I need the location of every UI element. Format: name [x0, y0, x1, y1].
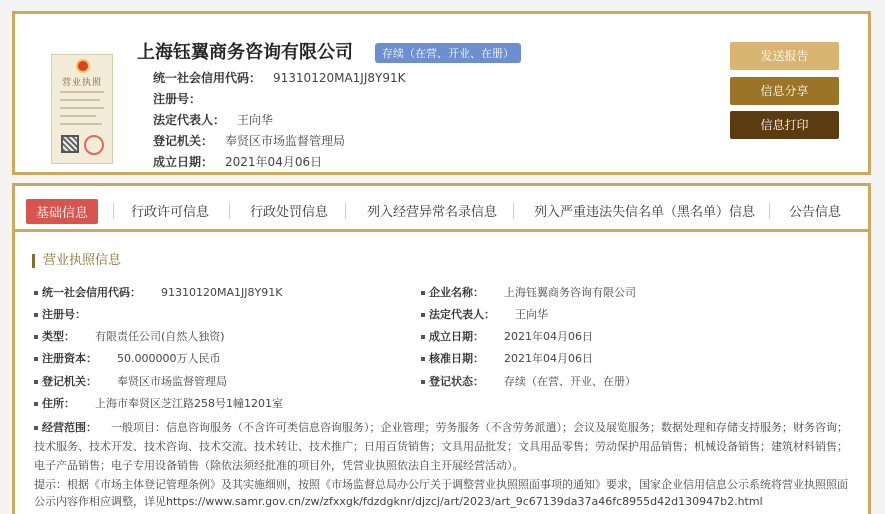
- field-label: 类型：: [42, 330, 75, 343]
- summary-credit-code: [153, 69, 405, 86]
- summary-value: 王向华: [237, 113, 274, 127]
- field-value: 上海钰翼商务咨询有限公司: [504, 286, 636, 299]
- summary-established: [153, 153, 322, 170]
- official-seal-icon: [84, 135, 104, 155]
- field-value: 存续（在营、开业、在册）: [504, 375, 636, 388]
- qr-code-icon: [61, 135, 79, 153]
- license-image-title: 营业执照: [61, 78, 102, 88]
- field-label: 企业名称：: [429, 286, 484, 299]
- national-emblem-icon: [76, 59, 90, 73]
- company-name: 上海钰翼商务咨询有限公司: [137, 42, 353, 63]
- field-label: 住所：: [42, 397, 75, 410]
- tab-divider: [513, 203, 514, 219]
- summary-label: 成立日期：: [153, 155, 214, 169]
- bullet-icon: [421, 335, 425, 339]
- license-text-line: [60, 99, 100, 101]
- field-label: 成立日期：: [429, 330, 484, 343]
- tab-announcements[interactable]: 公告信息: [789, 205, 842, 220]
- field-address: [34, 395, 283, 411]
- field-label: 登记机关：: [42, 375, 97, 388]
- tab-divider: [345, 203, 346, 219]
- tab-admin-penalty[interactable]: 行政处罚信息: [250, 205, 329, 220]
- tab-divider: [113, 203, 114, 219]
- bullet-icon: [34, 380, 38, 384]
- field-reg-status: [421, 373, 636, 389]
- field-authority: [34, 373, 227, 389]
- field-label: 登记状态：: [429, 375, 484, 388]
- bullet-icon: [421, 313, 425, 317]
- print-info-button[interactable]: 信息打印: [730, 111, 839, 139]
- bullet-icon: [421, 291, 425, 295]
- main-info-card: [12, 183, 871, 514]
- field-value: 91310120MA1JJ8Y91K: [161, 286, 283, 299]
- summary-legal-rep: [153, 111, 273, 128]
- field-credit-code: [34, 284, 282, 300]
- bullet-icon: [421, 380, 425, 384]
- tab-basic-info[interactable]: 基础信息: [26, 199, 98, 224]
- summary-label: 统一社会信用代码：: [153, 71, 262, 85]
- summary-value: 奉贤区市场监督管理局: [225, 134, 346, 148]
- field-company-name: [421, 284, 636, 300]
- summary-value: 2021年04月06日: [225, 155, 323, 169]
- field-value: 2021年04月06日: [504, 352, 593, 365]
- tab-abnormal-list[interactable]: 列入经营异常名录信息: [367, 205, 498, 220]
- section-title: 营业执照信息: [32, 254, 121, 268]
- license-text-line: [60, 115, 96, 117]
- field-approval-date: [421, 350, 593, 366]
- tab-admin-license[interactable]: 行政许可信息: [131, 205, 210, 220]
- business-scope-text: 一般项目：信息咨询服务（不含许可类信息咨询服务）；企业管理；劳务服务（不含劳务派遣）；会议及展览服务；数据处理和存储支持服务；财务咨询；技术服务、技术开发、技术咨询、技术交流、技术转让、技术推广；日用百货销售；文具用品批发；文具用品零售；劳动保护用品销售；机械设备销售；建筑材料销售；电子产品销售；电子专用设备销售（除依法须经批准的项目外，凭营业执照依法自主开展经营活动）。: [34, 421, 848, 472]
- license-text-line: [60, 107, 104, 109]
- tab-divider: [769, 203, 770, 219]
- license-text-line: [60, 123, 102, 125]
- field-label: 统一社会信用代码：: [42, 286, 141, 299]
- field-value: 上海市奉贤区芝江路258号1幢1201室: [95, 397, 283, 410]
- field-label: 核准日期：: [429, 352, 484, 365]
- field-label: 法定代表人：: [429, 308, 495, 321]
- status-badge: 存续（在营、开业、在册）: [375, 43, 521, 63]
- field-value: 50.000000万人民币: [117, 352, 221, 365]
- business-license-image[interactable]: [51, 54, 113, 164]
- field-value: 王向华: [515, 308, 548, 321]
- notice-text: 提示：根据《市场主体登记管理条例》及其实施细则，按照《市场监督总局办公厅关于调整营业执照照面事项的通知》要求，国家企业信用信息公示系统将营业执照照面公示内容作相应调整，详见https://www.samr.gov.cn/zw/zfxxgk/fdzdgknr/djzcj/art/2023/art_9c67139da37a46fc8955d42d130947b2.html: [34, 478, 848, 508]
- field-type: [34, 328, 225, 344]
- tab-bar: [15, 186, 868, 232]
- field-legal-rep: [421, 306, 548, 322]
- field-reg-number: [34, 306, 106, 322]
- bullet-icon: [34, 291, 38, 295]
- tab-divider: [229, 203, 230, 219]
- share-info-button[interactable]: 信息分享: [730, 77, 839, 105]
- bullet-icon: [421, 357, 425, 361]
- summary-label: 法定代表人：: [153, 113, 226, 127]
- summary-label: 登记机关：: [153, 134, 214, 148]
- summary-reg-number: [153, 90, 213, 107]
- send-report-button[interactable]: 发送报告: [730, 42, 839, 70]
- field-value: 有限责任公司(自然人独资): [95, 330, 225, 343]
- field-label: 经营范围：: [42, 421, 97, 434]
- company-header-card: [12, 11, 871, 175]
- license-text-line: [60, 91, 104, 93]
- bullet-icon: [34, 313, 38, 317]
- field-capital: [34, 350, 221, 366]
- summary-label: 注册号：: [153, 92, 202, 106]
- bullet-icon: [34, 426, 38, 430]
- bullet-icon: [34, 335, 38, 339]
- field-established: [421, 328, 593, 344]
- field-label: 注册号：: [42, 308, 86, 321]
- bullet-icon: [34, 402, 38, 406]
- tab-blacklist[interactable]: 列入严重违法失信名单（黑名单）信息: [534, 205, 756, 220]
- summary-authority: [153, 132, 345, 149]
- field-value: 2021年04月06日: [504, 330, 593, 343]
- business-scope: [34, 418, 858, 475]
- field-value: 奉贤区市场监督管理局: [117, 375, 227, 388]
- bullet-icon: [34, 357, 38, 361]
- summary-value: 91310120MA1JJ8Y91K: [273, 71, 406, 85]
- field-label: 注册资本：: [42, 352, 97, 365]
